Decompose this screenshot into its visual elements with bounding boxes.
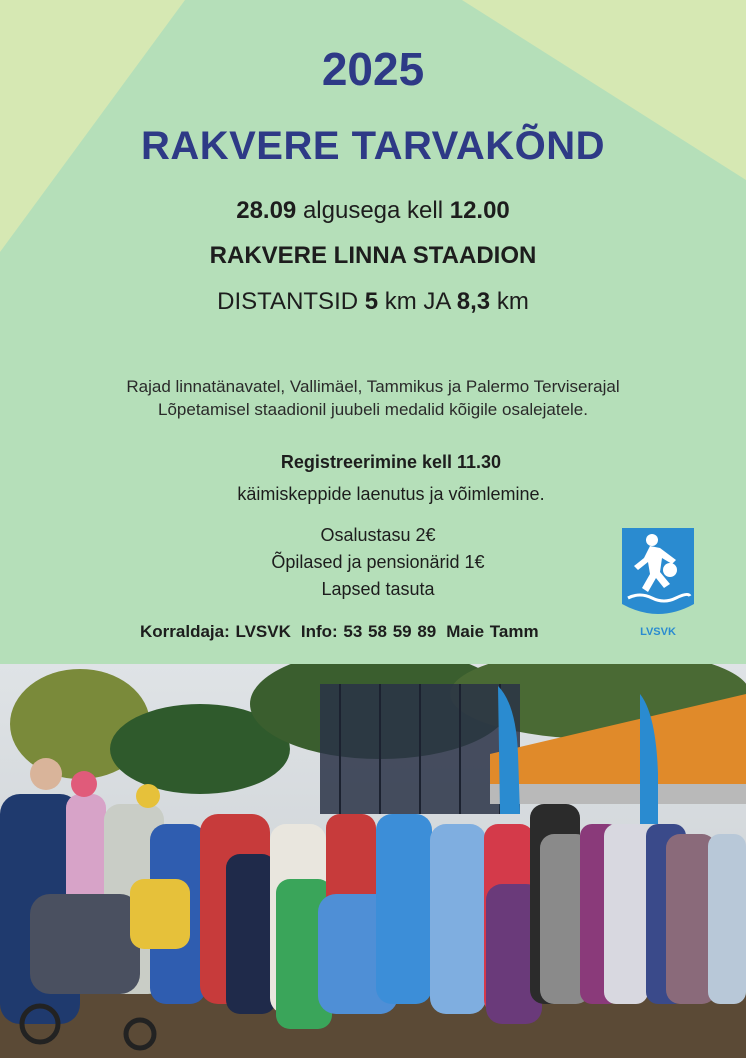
- routes-line: Rajad linnatänavatel, Vallimäel, Tammikus ja Palermo Terviserajal: [126, 377, 620, 396]
- event-year: 2025: [321, 43, 425, 95]
- fee-children: Lapsed tasuta: [321, 579, 435, 599]
- fee-students: Õpilased ja pensionärid 1€: [271, 552, 485, 572]
- registration-time: Registreerimine kell 11.30: [280, 452, 502, 472]
- distance-mid: km JA: [378, 288, 457, 315]
- distance-suffix: km: [490, 288, 529, 315]
- poles-info: käimiskeppide laenutus ja võimlemine.: [237, 484, 545, 504]
- medals-line: Lõpetamisel staadionil juubeli medalid kõigile osalejatele.: [158, 400, 588, 419]
- route-info: [0, 375, 746, 421]
- event-title: RAKVERE TARVAKÕND: [140, 124, 606, 168]
- distance-2: 8,3: [456, 288, 491, 315]
- organizer: Korraldaja: LVSVK: [140, 622, 291, 641]
- event-date: 28.09: [236, 197, 297, 224]
- event-date-line: [0, 197, 746, 225]
- event-date-text: algusega kell: [296, 197, 450, 224]
- fees-block: [210, 522, 546, 603]
- group-photo: [0, 664, 746, 1058]
- distances-prefix: DISTANTSID: [217, 288, 365, 315]
- contact-line: [140, 622, 549, 642]
- distance-1: 5: [364, 288, 379, 315]
- fee-participation: Osalustasu 2€: [320, 525, 436, 545]
- contact-person: Maie Tamm: [446, 622, 539, 641]
- info-phone: Info: 53 58 59 89: [300, 622, 437, 641]
- logo-label: LVSVK: [640, 626, 676, 638]
- event-venue: RAKVERE LINNA STAADION: [209, 242, 537, 269]
- event-time: 12.00: [449, 197, 510, 224]
- event-distances: [0, 288, 746, 316]
